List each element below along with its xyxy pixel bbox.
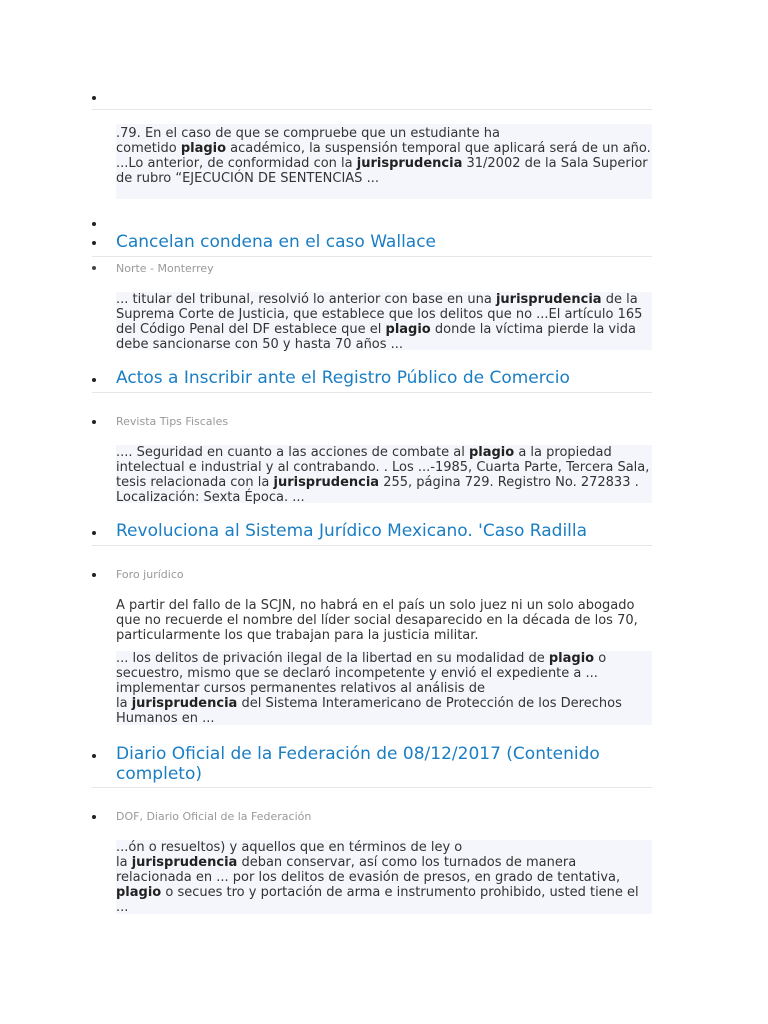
snippet-text: 255, página 729. Registro No. 272833 . Localización: Sexta Época. ... [116,475,639,505]
snippet-text: ...ón o resueltos) y aquellos que en términos de ley o [116,840,463,855]
keyword-highlight: jurisprudencia [356,156,463,171]
bullet-icon [92,378,96,382]
result-source: DOF, Diario Oficial de la Federación [116,810,312,823]
bullet-icon [92,96,96,100]
keyword-highlight: jurisprudencia [131,696,238,711]
bullet-icon [92,754,96,758]
snippet-text: cometido [116,141,181,156]
divider [92,392,652,393]
snippet-text: o secues tro y portación de arma e instrumento prohibido, usted tiene el ... [116,885,639,915]
snippet-text: ... titular del tribunal, resolvió lo anterior con base en una [116,292,496,307]
keyword-highlight: plagio [180,141,227,156]
divider [92,109,652,110]
result-title-link[interactable]: Revoluciona al Sistema Jurídico Mexicano. 'Caso Radilla [116,521,588,541]
keyword-highlight: jurisprudencia [495,292,602,307]
result-title-link[interactable]: Diario Oficial de la Federación de 08/12/2017 (Contenido completo) [116,744,600,784]
divider [92,545,652,546]
result-description: A partir del fallo de la SCJN, no habrá en el país un solo juez ni un solo abogado que no recuerde el nombre del líder social desaparecido en la década de los 70, particularmente los que trabajan para la justicia militar. [116,598,638,643]
bullet-icon [92,420,96,424]
snippet-text: 31/2002 de la Sala Superior de rubro “EJECUCIÓN DE SENTENCIAS ... [116,156,648,186]
result-title-link[interactable]: Cancelan condena en el caso Wallace [116,232,437,252]
bullet-icon [92,266,96,270]
divider [92,256,652,257]
bullet-icon [92,222,96,226]
snippet-text: del Sistema Interamericano de Protección de los Derechos Humanos en ... [116,696,622,726]
keyword-highlight: jurisprudencia [131,855,238,870]
result-snippet [116,840,652,914]
snippet-text: donde la víctima pierde la vida debe sancionarse con 50 y hasta 70 años ... [116,322,636,352]
result-snippet [116,124,652,199]
result-snippet [116,445,652,503]
snippet-text: ... los delitos de privación ilegal de la libertad en su modalidad de [116,651,549,666]
result-source: Revista Tips Fiscales [116,415,229,428]
bullet-icon [92,573,96,577]
result-source: Norte - Monterrey [116,262,214,275]
result-snippet [116,651,652,725]
divider [92,787,652,788]
snippet-text: .... Seguridad en cuanto a las acciones de combate al [116,445,469,460]
bullet-icon [92,531,96,535]
snippet-text: de la Suprema Corte de Justicia, que establece que los delitos que no ...El artículo 165 del Código Penal del DF establece que el [116,292,643,337]
keyword-highlight: plagio [116,885,162,900]
snippet-text: deban conservar, así como los turnados de manera relacionada en ... por los delitos de evasión de presos, en grado de tentativa, [116,855,621,885]
snippet-text: o secuestro, mismo que se declaró incompetente y envió el expediente a ... implementar cursos permanentes relativos al análisis de [116,651,607,696]
snippet-text: a la propiedad intelectual e industrial y al contrabando. . Los ...-1985, Cuarta Parte, Tercera Sala, tesis relacionada con la [116,445,650,490]
bullet-icon [92,241,96,245]
snippet-text: .79. En el caso de que se compruebe que un estudiante ha [116,126,500,141]
keyword-highlight: jurisprudencia [273,475,380,490]
keyword-highlight: plagio [468,445,515,460]
result-title-link[interactable]: Actos a Inscribir ante el Registro Público de Comercio [116,368,570,388]
snippet-text: académico, la suspensión temporal que aplicará será de un año. ...Lo anterior, de conformidad con la [116,141,651,171]
keyword-highlight: plagio [548,651,595,666]
snippet-text: la [116,696,132,711]
keyword-highlight: plagio [385,322,431,337]
result-source: Foro jurídico [116,568,184,581]
snippet-text: la [116,855,132,870]
result-snippet [116,292,652,350]
bullet-icon [92,815,96,819]
